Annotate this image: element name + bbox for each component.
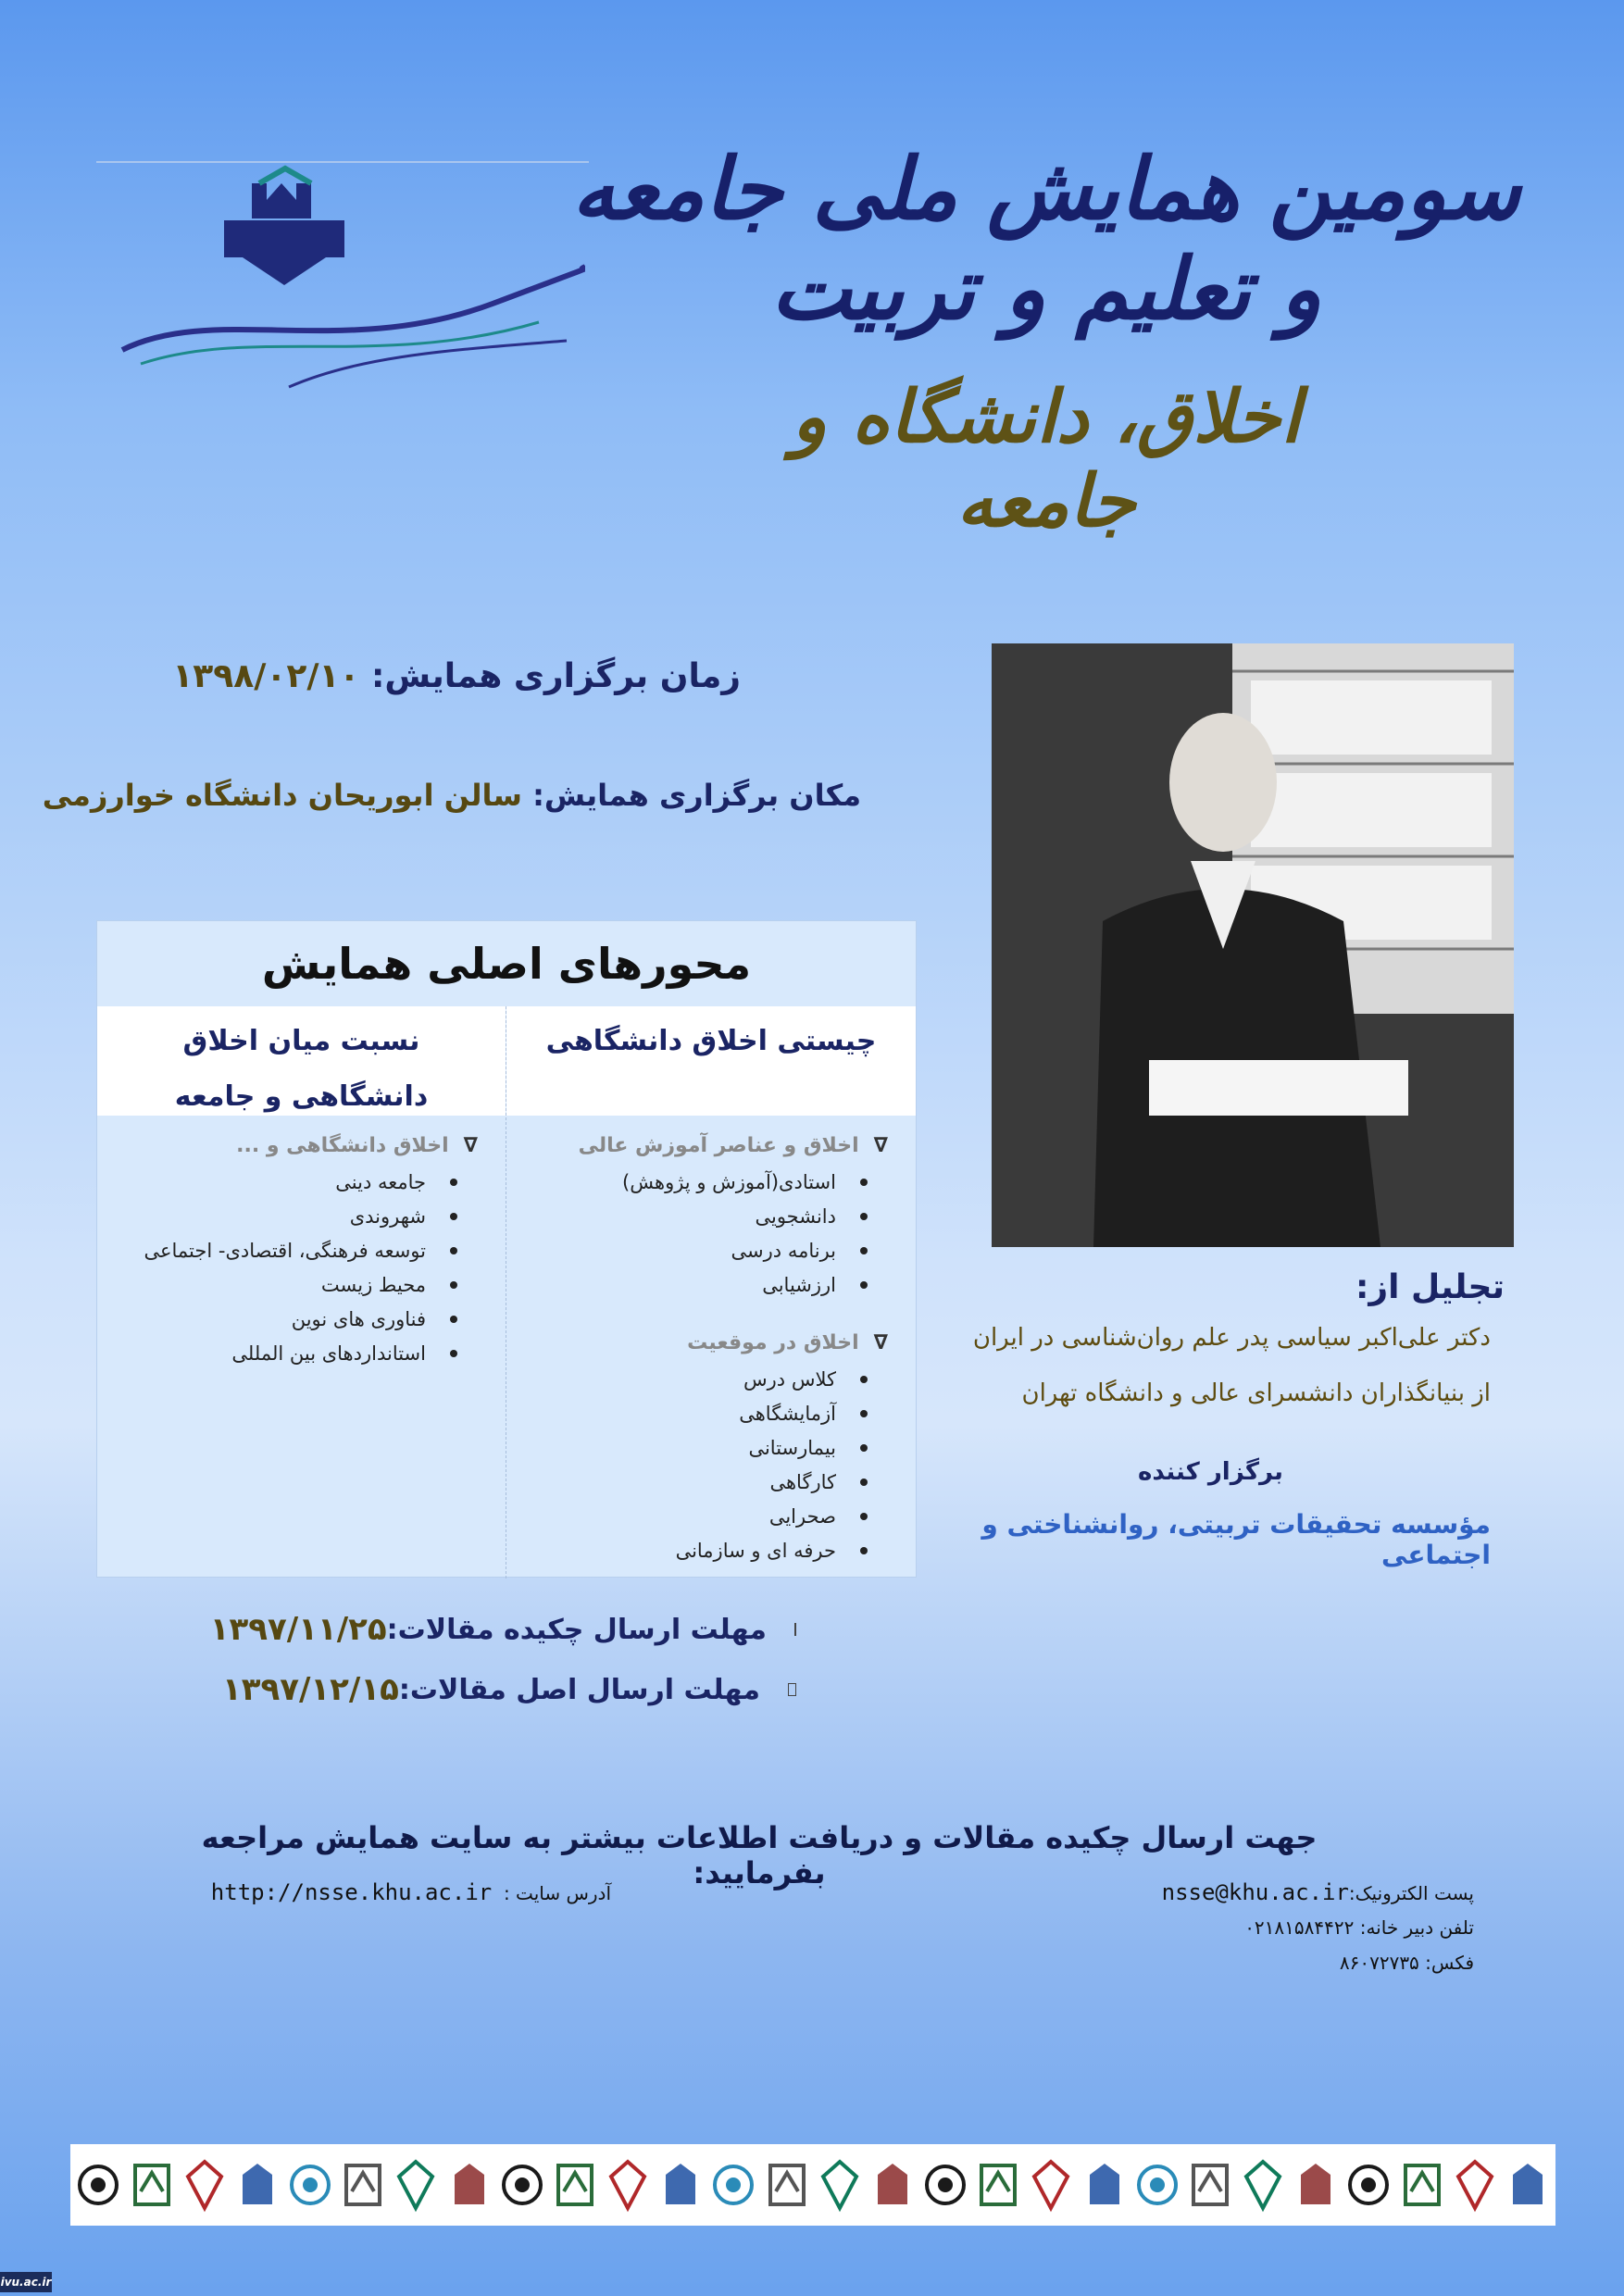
bullet-icon <box>450 1316 457 1323</box>
checkbox-icon <box>794 1623 796 1636</box>
axes-col1-section-1: ∇ اخلاق و عناصر آموزش عالی <box>578 1134 888 1157</box>
axes-column-2 <box>97 1006 506 1578</box>
sponsor-logo-icon <box>447 2152 492 2218</box>
sponsor-logo-icon <box>765 2152 809 2218</box>
list-item: محیط زیست <box>116 1267 478 1302</box>
list-item: صحرایی <box>525 1499 888 1533</box>
fax-value: ۸۶۰۷۲۷۳۵ <box>1339 1952 1419 1974</box>
list-item: دانشجویی <box>525 1199 888 1233</box>
honor-title: تجلیل از: <box>1355 1268 1505 1306</box>
sponsor-logo-icon <box>818 2152 862 2218</box>
sponsor-logo-icon <box>130 2152 174 2218</box>
deadline-abstract <box>209 1611 796 1648</box>
conference-title: سومین همایش ملی جامعه و تعلیم و تربیت <box>571 139 1521 339</box>
triangle-icon: ∇ <box>873 1134 888 1157</box>
university-logo <box>104 165 585 415</box>
triangle-icon: ∇ <box>873 1331 888 1354</box>
axes-column-1 <box>506 1006 916 1578</box>
sponsor-logo-icon <box>182 2152 227 2218</box>
list-item: توسعه فرهنگی، اقتصادی- اجتماعی <box>116 1233 478 1267</box>
phone-label: تلفن دبیر خانه: <box>1359 1916 1474 1939</box>
bullet-icon <box>450 1179 457 1186</box>
sponsor-logos-strip <box>70 2144 1555 2226</box>
axes-col2-heading: نسبت میان اخلاق دانشگاهی و جامعه <box>97 1006 506 1116</box>
deadline-value: ۱۳۹۷/۱۱/۲۵ <box>209 1611 387 1648</box>
call-to-action: جهت ارسال چکیده مقالات و دریافت اطلاعات بیشتر به سایت همایش مراجعه بفرمایید: <box>201 1820 1318 1890</box>
bullet-icon <box>450 1247 457 1254</box>
source-badge: ivu.ac.ir <box>0 2272 52 2292</box>
event-place-label: مکان برگزاری همایش: <box>532 778 861 813</box>
bullet-icon <box>860 1547 868 1554</box>
event-date <box>167 657 741 695</box>
organizer-name: مؤسسه تحقیقات تربیتی، روانشناختی و اجتماعی <box>981 1509 1491 1570</box>
header-divider <box>96 161 589 163</box>
list-item: آزمایشگاهی <box>525 1396 888 1430</box>
deadline-label: مهلت ارسال اصل مقالات: <box>398 1673 760 1706</box>
sponsor-logo-icon <box>1029 2152 1073 2218</box>
bullet-icon <box>860 1410 868 1417</box>
bullet-icon <box>450 1350 457 1357</box>
sponsor-logo-icon <box>1241 2152 1285 2218</box>
list-item: کارگاهی <box>525 1465 888 1499</box>
contact-email <box>1111 1879 1474 1905</box>
honoree-photo <box>992 643 1514 1247</box>
sponsor-logo-icon <box>1293 2152 1338 2218</box>
sponsor-logo-icon <box>1505 2152 1550 2218</box>
checkbox-icon <box>788 1683 796 1696</box>
bullet-icon <box>860 1479 868 1486</box>
email-link[interactable]: nsse@khu.ac.ir <box>1161 1879 1349 1905</box>
conference-subtitle: اخلاق، دانشگاه و جامعه <box>792 375 1301 543</box>
triangle-icon: ∇ <box>463 1134 478 1157</box>
sponsor-logo-icon <box>341 2152 385 2218</box>
sponsor-logo-icon <box>606 2152 650 2218</box>
list-item: فناوری های نوین <box>116 1302 478 1336</box>
sponsor-logo-icon <box>235 2152 280 2218</box>
list-item: ارزشیابی <box>525 1267 888 1302</box>
bullet-icon <box>860 1513 868 1520</box>
event-place <box>42 778 861 813</box>
sponsor-logo-icon <box>711 2152 756 2218</box>
bullet-icon <box>450 1213 457 1220</box>
event-date-value: ۱۳۹۸/۰۲/۱۰ <box>172 657 360 695</box>
list-item: کلاس درس <box>525 1362 888 1396</box>
axes-col2-section-1: ∇ اخلاق دانشگاهی و ... <box>236 1134 478 1157</box>
site-link[interactable]: http://nsse.khu.ac.ir <box>210 1879 493 1905</box>
list-item: بیمارستانی <box>525 1430 888 1465</box>
sponsor-logo-icon <box>1135 2152 1180 2218</box>
sponsor-logo-icon <box>1453 2152 1497 2218</box>
deadline-fullpaper <box>222 1671 796 1708</box>
event-place-value: سالن ابوریحان دانشگاه خوارزمی <box>42 778 522 813</box>
sponsor-logo-icon <box>553 2152 597 2218</box>
sponsor-logo-icon <box>288 2152 332 2218</box>
phone-value: ۰۲۱۸۱۵۸۴۴۲۲ <box>1244 1916 1355 1939</box>
contact-fax <box>1111 1952 1474 1974</box>
fax-label: فکس: <box>1425 1952 1474 1974</box>
bullet-icon <box>450 1281 457 1289</box>
event-date-label: زمان برگزاری همایش: <box>370 657 741 695</box>
sponsor-logo-icon <box>1082 2152 1127 2218</box>
email-label: پست الکترونیک: <box>1348 1882 1474 1904</box>
organizer-title: برگزار کننده <box>1138 1458 1283 1486</box>
list-item: استانداردهای بین المللی <box>116 1336 478 1370</box>
bullet-icon <box>860 1281 868 1289</box>
site-label: آدرس سایت : <box>503 1882 611 1904</box>
sponsor-logo-icon <box>923 2152 968 2218</box>
contact-phone <box>1111 1916 1474 1939</box>
sponsor-logo-icon <box>976 2152 1020 2218</box>
honor-line-2: از بنیانگذاران دانشسرای عالی و دانشگاه تهران <box>1021 1379 1491 1407</box>
sponsor-logo-icon <box>1346 2152 1391 2218</box>
deadline-label: مهلت ارسال چکیده مقالات: <box>386 1613 767 1646</box>
bullet-icon <box>860 1179 868 1186</box>
bullet-icon <box>860 1444 868 1452</box>
main-axes-table <box>96 920 917 1578</box>
axes-col1-heading: چیستی اخلاق دانشگاهی <box>506 1006 916 1116</box>
list-item: شهروندی <box>116 1199 478 1233</box>
deadline-value: ۱۳۹۷/۱۲/۱۵ <box>222 1671 399 1708</box>
list-item: استادی(آموزش و پژوهش) <box>525 1165 888 1199</box>
sponsor-logo-icon <box>1400 2152 1444 2218</box>
axes-title: محورهای اصلی همایش <box>97 921 916 1006</box>
sponsor-logo-icon <box>500 2152 544 2218</box>
bullet-icon <box>860 1213 868 1220</box>
axes-col1-section-2: ∇ اخلاق در موقعیت <box>687 1331 888 1354</box>
sponsor-logo-icon <box>394 2152 438 2218</box>
list-item: برنامه درسی <box>525 1233 888 1267</box>
contact-site <box>210 1879 611 1905</box>
sponsor-logo-icon <box>658 2152 703 2218</box>
list-item: حرفه ای و سازمانی <box>525 1533 888 1567</box>
list-item: جامعه دینی <box>116 1165 478 1199</box>
bullet-icon <box>860 1376 868 1383</box>
honor-line-1: دکتر علی‌اکبر سیاسی پدر علم روان‌شناسی در ایران <box>972 1324 1491 1352</box>
sponsor-logo-icon <box>1188 2152 1232 2218</box>
sponsor-logo-icon <box>870 2152 915 2218</box>
sponsor-logo-icon <box>76 2152 120 2218</box>
bullet-icon <box>860 1247 868 1254</box>
